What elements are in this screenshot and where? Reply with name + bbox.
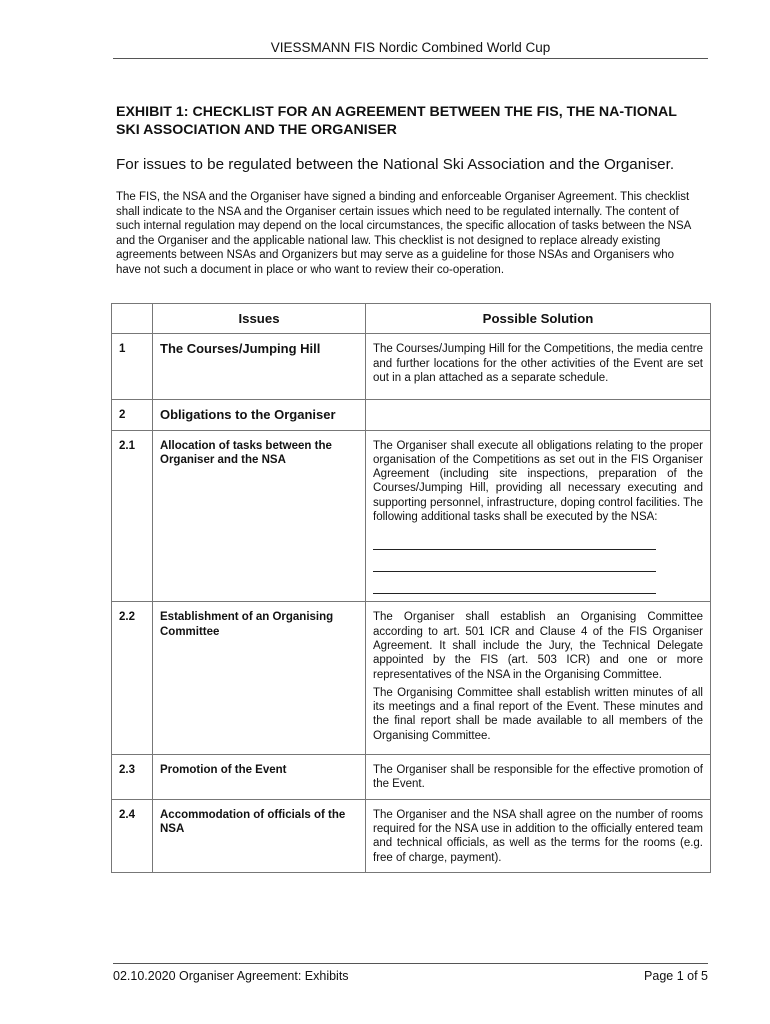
row-solution-cell bbox=[366, 602, 711, 755]
subtitle: For issues to be regulated between the National Ski Association and the Organiser. bbox=[116, 156, 675, 173]
row-num: 2.1 bbox=[112, 430, 153, 602]
checklist-table bbox=[111, 303, 711, 873]
row-solution-cell bbox=[366, 430, 711, 602]
row-solution bbox=[366, 400, 711, 430]
intro-paragraph: The FIS, the NSA and the Organiser have signed a binding and enforceable Organiser Agreement. This checklist shall indicate to the NSA and the Organiser certain issues which need to be regulated internally. The content of such internal regulation may depend on the local circumstances, the specific allocation of tasks between the NSA and the Organiser and the applicable national law. This checklist is not designed to replace already existing agreements between NSAs and Organizers but may serve as a guideline for those NSAs and Organisers who have not such a document in place or who want to review their co-operation. bbox=[116, 191, 691, 276]
table-row bbox=[112, 799, 711, 872]
header-issues: Issues bbox=[153, 304, 366, 334]
page-number: Page 1 of 5 bbox=[644, 969, 708, 983]
table-row bbox=[112, 334, 711, 400]
fill-in-line bbox=[373, 572, 656, 594]
row-issue: Promotion of the Event bbox=[153, 755, 366, 800]
row-num: 2.2 bbox=[112, 602, 153, 755]
footer-date-label: 02.10.2020 Organiser Agreement: Exhibits bbox=[113, 969, 349, 983]
row-solution: The Organiser and the NSA shall agree on the number of rooms required for the NSA use in addition to the officially entered team and technical officials, as well as the terms for the rooms (e.g. free of charge, payment). bbox=[366, 799, 711, 872]
page-footer bbox=[113, 963, 708, 983]
row-num: 2.4 bbox=[112, 799, 153, 872]
table-header-row bbox=[112, 304, 711, 334]
row-num: 2.3 bbox=[112, 755, 153, 800]
row-solution: The Organiser shall establish an Organising Committee according to art. 501 ICR and Clause 4 of the FIS Organiser Agreement. It shall include the Jury, the Technical Delegate appointed by the FIS (art. 503 ICR) and one or more representatives of the NSA in the Organising Committee. bbox=[373, 611, 703, 681]
fill-in-line bbox=[373, 550, 656, 572]
row-issue: Obligations to the Organiser bbox=[153, 400, 366, 430]
row-solution-continued: The Organising Committee shall establish written minutes of all its meetings and a final report of the Event. These minutes and the final report shall be made available to all members of the Organising Committee. bbox=[373, 686, 703, 742]
row-num: 2 bbox=[112, 400, 153, 430]
table-row bbox=[112, 602, 711, 755]
header-solution: Possible Solution bbox=[366, 304, 711, 334]
row-issue: The Courses/Jumping Hill bbox=[153, 334, 366, 400]
row-solution: The Organiser shall be responsible for the effective promotion of the Event. bbox=[366, 755, 711, 800]
table-row bbox=[112, 755, 711, 800]
row-issue: Establishment of an Organising Committee bbox=[153, 602, 366, 755]
row-num: 1 bbox=[112, 334, 153, 400]
row-issue: Allocation of tasks between the Organiser and the NSA bbox=[153, 430, 366, 602]
table-row bbox=[112, 400, 711, 430]
fill-in-line bbox=[373, 528, 656, 550]
running-header: VIESSMANN FIS Nordic Combined World Cup bbox=[113, 40, 708, 59]
table-row bbox=[112, 430, 711, 602]
row-solution: The Courses/Jumping Hill for the Competitions, the media centre and further locations for the other activities of the Event are set out in a plan attached as a separate schedule. bbox=[366, 334, 711, 400]
row-solution: The Organiser shall execute all obligations relating to the proper organisation of the Competitions as set out in the FIS Organiser Agreement (including site inspections, preparation of the Courses/Jumping Hill, providing all necessary executing and supporting personnel, infrastructure, doping control facilities. The following additional tasks shall be executed by the NSA: bbox=[373, 439, 703, 524]
exhibit-title: EXHIBIT 1: CHECKLIST FOR AN AGREEMENT BETWEEN THE FIS, THE NA-TIONAL SKI ASSOCIATION AND THE ORGANISER bbox=[116, 104, 677, 138]
header-num bbox=[112, 304, 153, 334]
row-issue: Accommodation of officials of the NSA bbox=[153, 799, 366, 872]
